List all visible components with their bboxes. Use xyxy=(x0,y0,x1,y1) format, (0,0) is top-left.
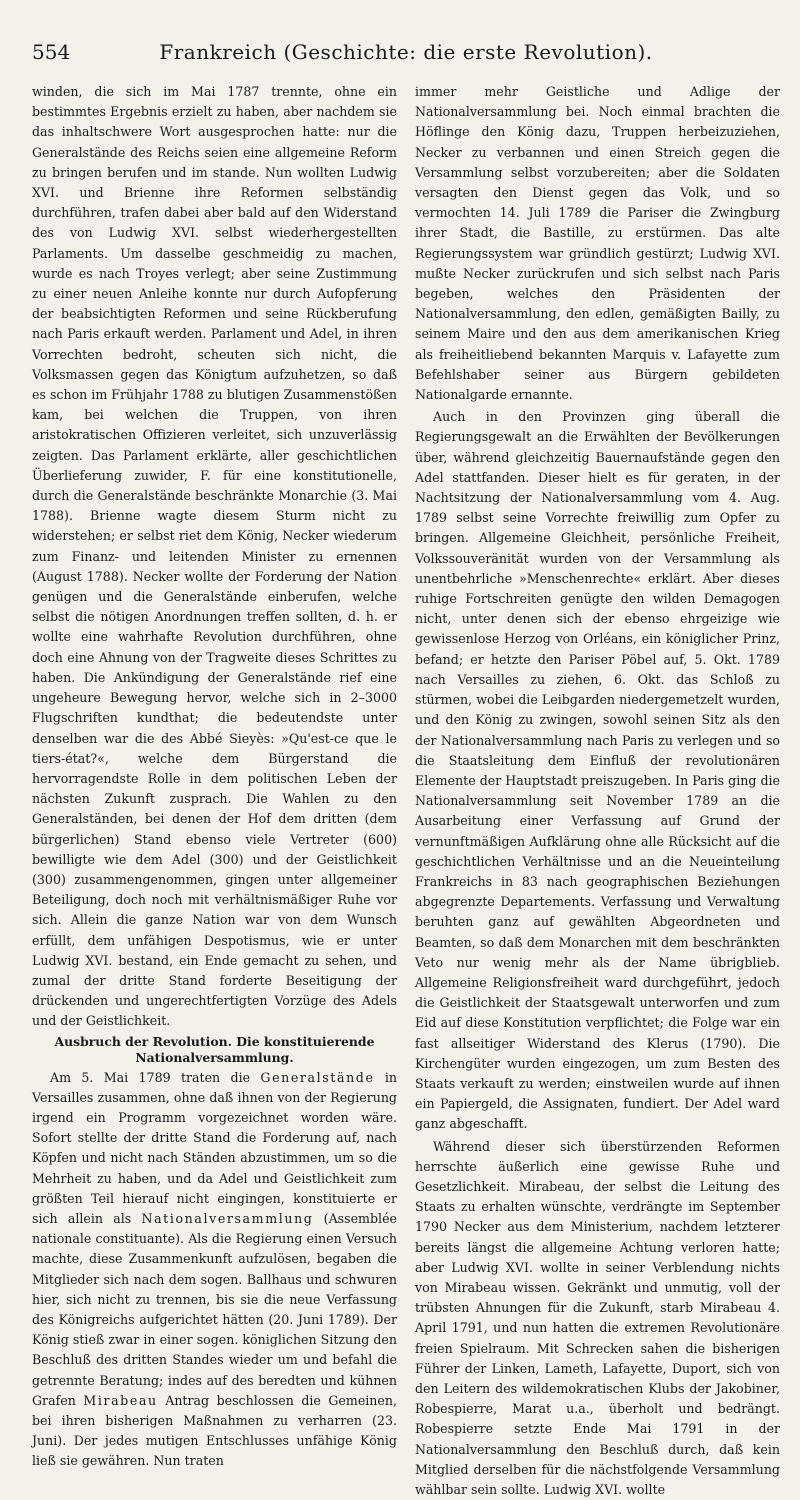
paragraph: Auch in den Provinzen ging überall die Regierungsgewalt an die Erwählten der Bevölkerungen über, während gleichzeitig Bauernaufstände gegen den Adel stattfanden. Dieser hielt es für geraten, in der Nachtsitzung der Nationalversammlung vom 4. Aug. 1789 selbst seine Vorrechte freiwillig zum Opfer zu bringen. Allgemeine Gleichheit, persönliche Freiheit, Volkssouveränität wurden von der Versammlung als unentbehrliche »Menschenrechte« erklärt. Aber dieses ruhige Fortschreiten genügte den wilden Demagogen nicht, unter denen sich der ebenso ehrgeizige wie gewissenlose Herzog von Orléans, ein königlicher Prinz, befand; er hetzte den Pariser Pöbel auf, 5. Okt. 1789 nach Versailles zu ziehen, 6. Okt. das Schloß zu stürmen, wobei die Leibgarden niedergemetzelt wurden, und den König zu zwingen, sowohl seinen Sitz als den der Nationalversammlung nach Paris zu verlegen und so die Staatsleitung dem Einfluß der revolutionären Elemente der Hauptstadt preiszugeben. In Paris ging die Nationalversammlung seit November 1789 an die Ausarbeitung einer Verfassung auf Grund der vernunftmäßigen Aufklärung ohne alle Rücksicht auf die geschichtlichen Verhältnisse und an die Neueinteilung Frankreichs in 83 nach geographischen Beziehungen abgegrenzte Departements. Verfassung und Verwaltung beruhten ganz auf gewählten Abgeordneten und Beamten, so daß dem Monarchen mit dem beschränkten Veto nur wenig mehr als der Name übrigblieb. Allgemeine Religionsfreiheit ward durchgeführt, jedoch die Geistlichkeit der Staatsgewalt unterworfen und zum Eid auf diese Konstitution verpflichtet; die Folge war ein fast allseitiger Widerstand des Klerus (1790). Die Kirchengüter wurden eingezogen, um zum Besten des Staats verkauft zu werden; einstweilen wurde auf ihnen ein Papiergeld, die Assignaten, fundiert. Der Adel ward ganz abgeschafft. xyxy=(415,409,780,1132)
text-run: in Versailles zusammen, ohne daß ihnen von der Regierung irgend ein Programm vorgezeichnet worden wäre. Sofort stellte der dritte Stand die Forderung auf, nach Köpfen und nicht nach Ständen abzustimmen, um so die Mehrheit zu haben, und da Adel und Geistlichkeit zum größten Teil hierauf nicht eingingen, konstituierte er sich allein als xyxy=(32,1069,397,1226)
text-run: Am 5. Mai 1789 traten die xyxy=(50,1069,261,1085)
paragraph: Während dieser sich überstürzenden Reformen herrschte äußerlich eine gewisse Ruhe und Gesetzlichkeit. Mirabeau, der selbst die Leitung des Staats zu erhalten wünschte, verdrängte im September 1790 Necker aus dem Ministerium, nachdem letzterer bereits längst die allgemeine Achtung verloren hatte; aber Ludwig XVI. wollte in seiner Verblendung nichts von Mirabeau wissen. Gekränkt und unmutig, voll der trübsten Ahnungen für die Zukunft, starb Mirabeau 4. April 1791, und nun hatten die extremen Revolutionäre freien Spielraum. Mit Schrecken sahen die bisherigen Führer der Linken, Lameth, Lafayette, Duport, sich von den Leitern des wildemokratischen Klubs der Jakobiner, Robespierre, Marat u.a., überholt und bedrängt. Robespierre setzte Ende Mai 1791 in der Nationalversammlung den Beschluß durch, daß kein Mitglied derselben für die nächstfolgende Versammlung wählbar sein sollte. Ludwig XVI. wollte xyxy=(415,1138,780,1498)
left-column xyxy=(32,82,397,1500)
text-run: Antrag beschlossen die Gemeinen, bei ihren bisherigen Maßnahmen zu verharren (23. Juni). Der jedes mutigen Entschlusses unfähige König ließ sie gewähren. Nun traten xyxy=(32,1392,397,1469)
text-columns xyxy=(32,82,780,1500)
right-column xyxy=(415,82,780,1500)
emphasized-term: Mirabeau xyxy=(83,1392,158,1408)
emphasized-term: Nationalversammlung xyxy=(141,1210,314,1226)
running-head: Frankreich (Geschichte: die erste Revolution). xyxy=(159,40,653,64)
paragraph: winden, die sich im Mai 1787 trennte, ohne ein bestimmtes Ergebnis erzielt zu haben, aber nachdem sie das inhaltschwere Wort ausgesprochen hatte: nur die Generalstände des Reichs seien eine allgemeine Reform zu bringen berufen und im stande. Nun wollten Ludwig XVI. und Brienne ihre Reformen selbständig durchführen, trafen dabei aber bald auf den Widerstand des von Ludwig XVI. selbst wiederhergestellten Parlaments. Um dasselbe geschmeidig zu machen, wurde es nach Troyes verlegt; aber seine Zustimmung zu einer neuen Anleihe konnte nur durch Aufopferung der beabsichtigten Reformen und seine Rückberufung nach Paris erkauft werden. Parlament und Adel, in ihren Vorrechten bedroht, scheuten sich nicht, die Volksmassen gegen das Königtum aufzuhetzen, so daß es schon im Frühjahr 1788 zu blutigen Zusammenstößen kam, bei welchen die Truppen, von ihren aristokratischen Offizieren verleitet, sich unzuverlässig zeigten. Das Parlament erklärte, aller geschichtlichen Überlieferung zuwider, F. für eine konstitutionelle, durch die Generalstände beschränkte Monarchie (3. Mai 1788). Brienne wagte diesem Sturm nicht zu widerstehen; er selbst riet dem König, Necker wiederum zum Finanz- und leitenden Minister zu ernennen (August 1788). Necker wollte der Forderung der Nation genügen und die Generalstände einberufen, welche selbst die nötigen Anordnungen treffen sollten, d. h. er wollte eine wahrhafte Revolution durchführen, ohne doch eine Ahnung von der Tragweite dieses Schrittes zu haben. Die Ankündigung der Generalstände rief eine ungeheure Bewegung hervor, welche sich in 2–3000 Flugschriften kundthat; die bedeutendste unter denselben war die des Abbé Sieyès: »Qu'est-ce que le tiers-état?«, welche dem Bürgerstand die hervorragendste Rolle in dem politischen Leben der nächsten Zukunft zusprach. Die Wahlen zu den Generalständen, bei denen der Hof dem dritten (dem bürgerlichen) Stand ebenso viele Vertreter (600) bewilligte wie dem Adel (300) und der Geistlichkeit (300) zusammengenommen, gingen unter allgemeiner Beteiligung, doch noch mit verhältnismäßiger Ruhe vor sich. Allein die ganze Nation war von dem Wunsch erfüllt, dem unfähigen Despotismus, wie er unter Ludwig XVI. bestand, ein Ende gemacht zu sehen, und zumal der dritte Stand forderte Beseitigung der drückenden und ungerechtfertigten Vorzüge des Adels und der Geistlichkeit. xyxy=(32,84,397,1029)
emphasized-term: Generalstände xyxy=(260,1069,375,1085)
section-heading: Ausbruch der Revolution. Die konstituierende Nationalversammlung. xyxy=(54,1033,375,1065)
paragraph: immer mehr Geistliche und Adlige der Nationalversammlung bei. Noch einmal brachten die Höflinge den König dazu, Truppen herbeizuziehen, Necker zu verbannen und einen Streich gegen die Versammlung selbst vorzubereiten; aber die Soldaten versagten den Dienst gegen das Volk, und so vermochten 14. Juli 1789 die Pariser die Zwingburg ihrer Stadt, die Bastille, zu erstürmen. Das alte Regierungssystem war gründlich gestürzt; Ludwig XVI. mußte Necker zurückrufen und sich selbst nach Paris begeben, welches den Präsidenten der Nationalversammlung, den edlen, gemäßigten Bailly, zu seinem Maire und den aus dem amerikanischen Krieg als freiheitliebend bekannten Marquis v. Lafayette zum Befehlshaber seiner aus Bürgern gebildeten Nationalgarde ernannte. xyxy=(415,84,780,403)
text-run: (Assemblée nationale constituante). Als die Regierung einen Versuch machte, diese Zusammenkunft aufzulösen, begaben die Mitglieder sich nach dem sogen. Ballhaus und schwuren hier, sich nicht zu trennen, bis sie die neue Verfassung des Königreichs aufgerichtet hätten (20. Juni 1789). Der König stieß zwar in einer sogen. königlichen Sitzung den Beschluß des dritten Standes wieder um und befahl die getrennte Beratung; indes auf des beredten und kühnen Grafen xyxy=(32,1210,397,1408)
page-header xyxy=(32,40,780,70)
page-number: 554 xyxy=(32,40,71,64)
paragraph xyxy=(32,1068,397,1472)
